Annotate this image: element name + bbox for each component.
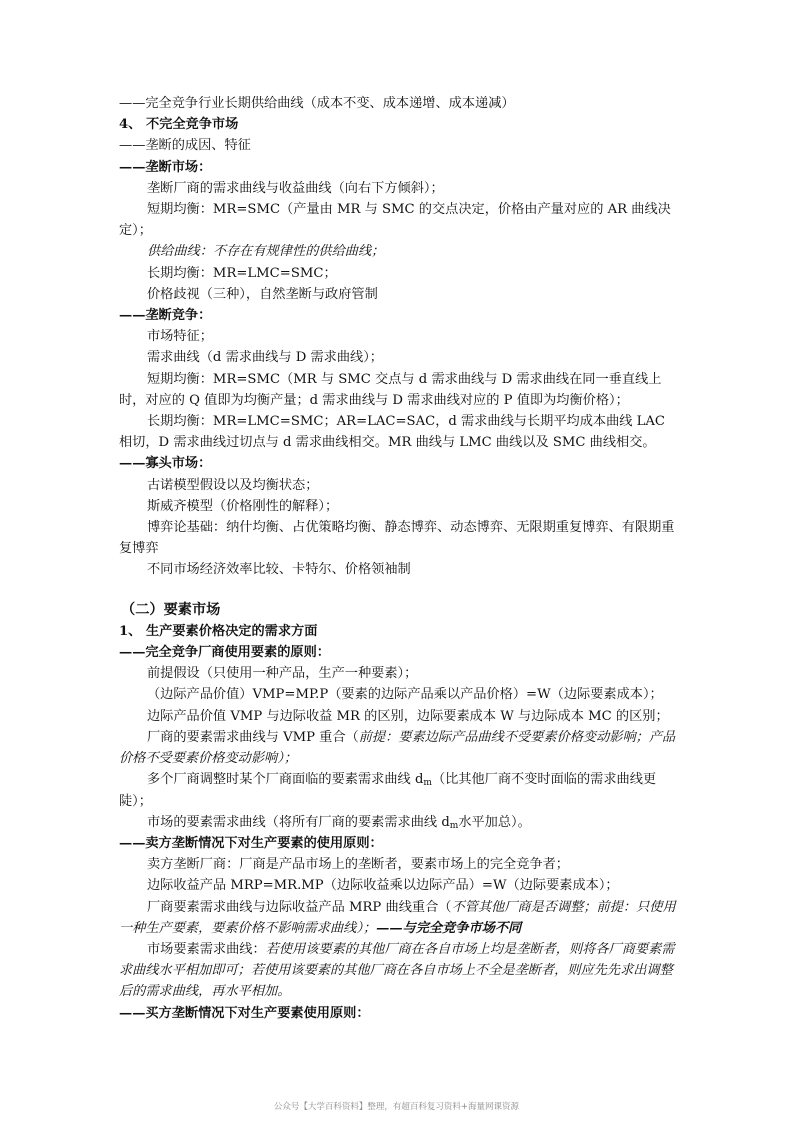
heading-imperfect-competition: 4、 不完全竞争市场 bbox=[119, 117, 239, 133]
text-line: 市场特征； bbox=[147, 329, 213, 345]
text-line: 卖方垄断厂商：厂商是产品市场上的垄断者，要素市场上的完全竞争者； bbox=[147, 857, 569, 873]
text-line: （边际产品价值）VMP=MP.P（要素的边际产品乘以产品价格）=W（边际要素成本）； bbox=[147, 687, 663, 703]
text-line-italic: 供给曲线：不存在有规律性的供给曲线； bbox=[147, 244, 385, 260]
subheading-seller-monopoly: ——卖方垄断情况下对生产要素的使用原则： bbox=[119, 835, 383, 851]
subheading-buyer-monopoly: ——买方垄断情况下对生产要素使用原则： bbox=[119, 1005, 370, 1021]
text-line: 斯威齐模型（价格刚性的解释）； bbox=[147, 498, 339, 514]
subheading-monopoly: ——垄断市场： bbox=[119, 159, 212, 175]
text-span: 厂商的要素需求曲线与 VMP 重合（ bbox=[147, 729, 359, 745]
text-paragraph: 短期均衡：MR=SMC（产量由 MR 与 SMC 的交点决定，价格由产量对应的 AR 曲线决定）； bbox=[119, 202, 671, 239]
text-line: ——垄断的成因、特征 bbox=[119, 138, 251, 154]
text-line: 需求曲线（d 需求曲线与 D 需求曲线）； bbox=[147, 350, 383, 366]
text-line bbox=[119, 812, 679, 833]
text-line: 价格歧视（三种），自然垄断与政府管制 bbox=[147, 286, 378, 302]
text-span: （比其他厂商不变时面临的需求曲线更陡）； bbox=[119, 772, 657, 809]
text-paragraph bbox=[119, 727, 679, 769]
text-span-bold-italic: ——与完全竞争市场不同 bbox=[376, 920, 522, 936]
text-span: 多个厂商调整时某个厂商面临的要素需求曲线 d bbox=[147, 772, 424, 788]
text-paragraph: 短期均衡：MR=SMC（MR 与 SMC 交点与 d 需求曲线与 D 需求曲线在同一垂直线上时，对应的 Q 值即为均衡产量；d 需求曲线与 D 需求曲线对应的 P 值即为均衡价格）； bbox=[119, 371, 662, 408]
heading-factor-demand: 1、 生产要素价格决定的需求方面 bbox=[119, 623, 318, 639]
subscript: m bbox=[449, 820, 459, 831]
document-body bbox=[119, 93, 679, 1024]
section-heading-factor-market: （二）要素市场 bbox=[121, 601, 221, 618]
text-span: 市场要素需求曲线： bbox=[147, 941, 266, 957]
text-paragraph bbox=[119, 769, 679, 811]
text-span-italic: 不管其他厂商是否调整；前提：只使用一种生产要素，要素价格不影响需求曲线）； bbox=[119, 899, 676, 936]
text-span-italic: 前提：要素边际产品曲线不受要素价格变动影响；产品价格不受要素价格变动影响）； bbox=[119, 729, 676, 767]
subheading-oligopoly: ——寡头市场： bbox=[119, 456, 212, 472]
text-line: ——完全竞争行业长期供给曲线（成本不变、成本递增、成本递减） bbox=[119, 96, 515, 111]
text-span: 市场的要素需求曲线（将所有厂商的要素需求曲线 d bbox=[147, 814, 450, 830]
text-paragraph bbox=[119, 897, 679, 939]
footer-watermark: 公众号【大学百科资料】整理，有超百科复习资料+海量网课资源 bbox=[273, 1102, 520, 1112]
text-line: 不同市场经济效率比较、卡特尔、价格领袖制 bbox=[147, 562, 411, 578]
text-line: 边际收益产品 MRP=MR.MP（边际收益乘以边际产品）=W（边际要素成本）； bbox=[147, 878, 619, 894]
text-paragraph: 博弈论基础：纳什均衡、占优策略均衡、静态博弈、动态博弈、无限期重复博弈、有限期重复博弈 bbox=[119, 520, 675, 557]
text-span: 水平加总）。 bbox=[458, 814, 531, 830]
text-span: 厂商要素需求曲线与边际收益产品 MRP 曲线重合（ bbox=[147, 899, 452, 915]
section-gap bbox=[119, 581, 679, 600]
text-span-italic: 若使用该要素的其他厂商在各自市场上均是垄断者，则将各厂商要素需求曲线水平相加即可；若使用该要素的其他厂商在各自市场上不全是垄断者，则应先先求出调整后的需求曲线，再水平相加。 bbox=[119, 941, 675, 1000]
subheading-perfect-competition-principle: ——完全竞争厂商使用要素的原则： bbox=[119, 645, 330, 661]
text-line: 古诺模型假设以及均衡状态； bbox=[147, 477, 319, 493]
text-paragraph: 长期均衡：MR=LMC=SMC；AR=LAC=SAC，d 需求曲线与长期平均成本曲线 LAC 相切，D 需求曲线过切点与 d 需求曲线相交。MR 曲线与 LMC 曲线以及 SMC 曲线相交。 bbox=[119, 414, 666, 451]
text-line: 长期均衡：MR=LMC=SMC； bbox=[147, 265, 337, 281]
text-line: 前提假设（只使用一种产品，生产一种要素）； bbox=[147, 666, 418, 682]
subscript: m bbox=[423, 778, 432, 789]
subheading-monopolistic-competition: ——垄断竞争： bbox=[119, 308, 212, 324]
text-line: 边际产品价值 VMP 与边际收益 MR 的区别，边际要素成本 W 与边际成本 MC 的区别； bbox=[147, 708, 669, 724]
text-line: 垄断厂商的需求曲线与收益曲线（向右下方倾斜）； bbox=[147, 180, 444, 196]
text-paragraph bbox=[119, 939, 679, 1003]
